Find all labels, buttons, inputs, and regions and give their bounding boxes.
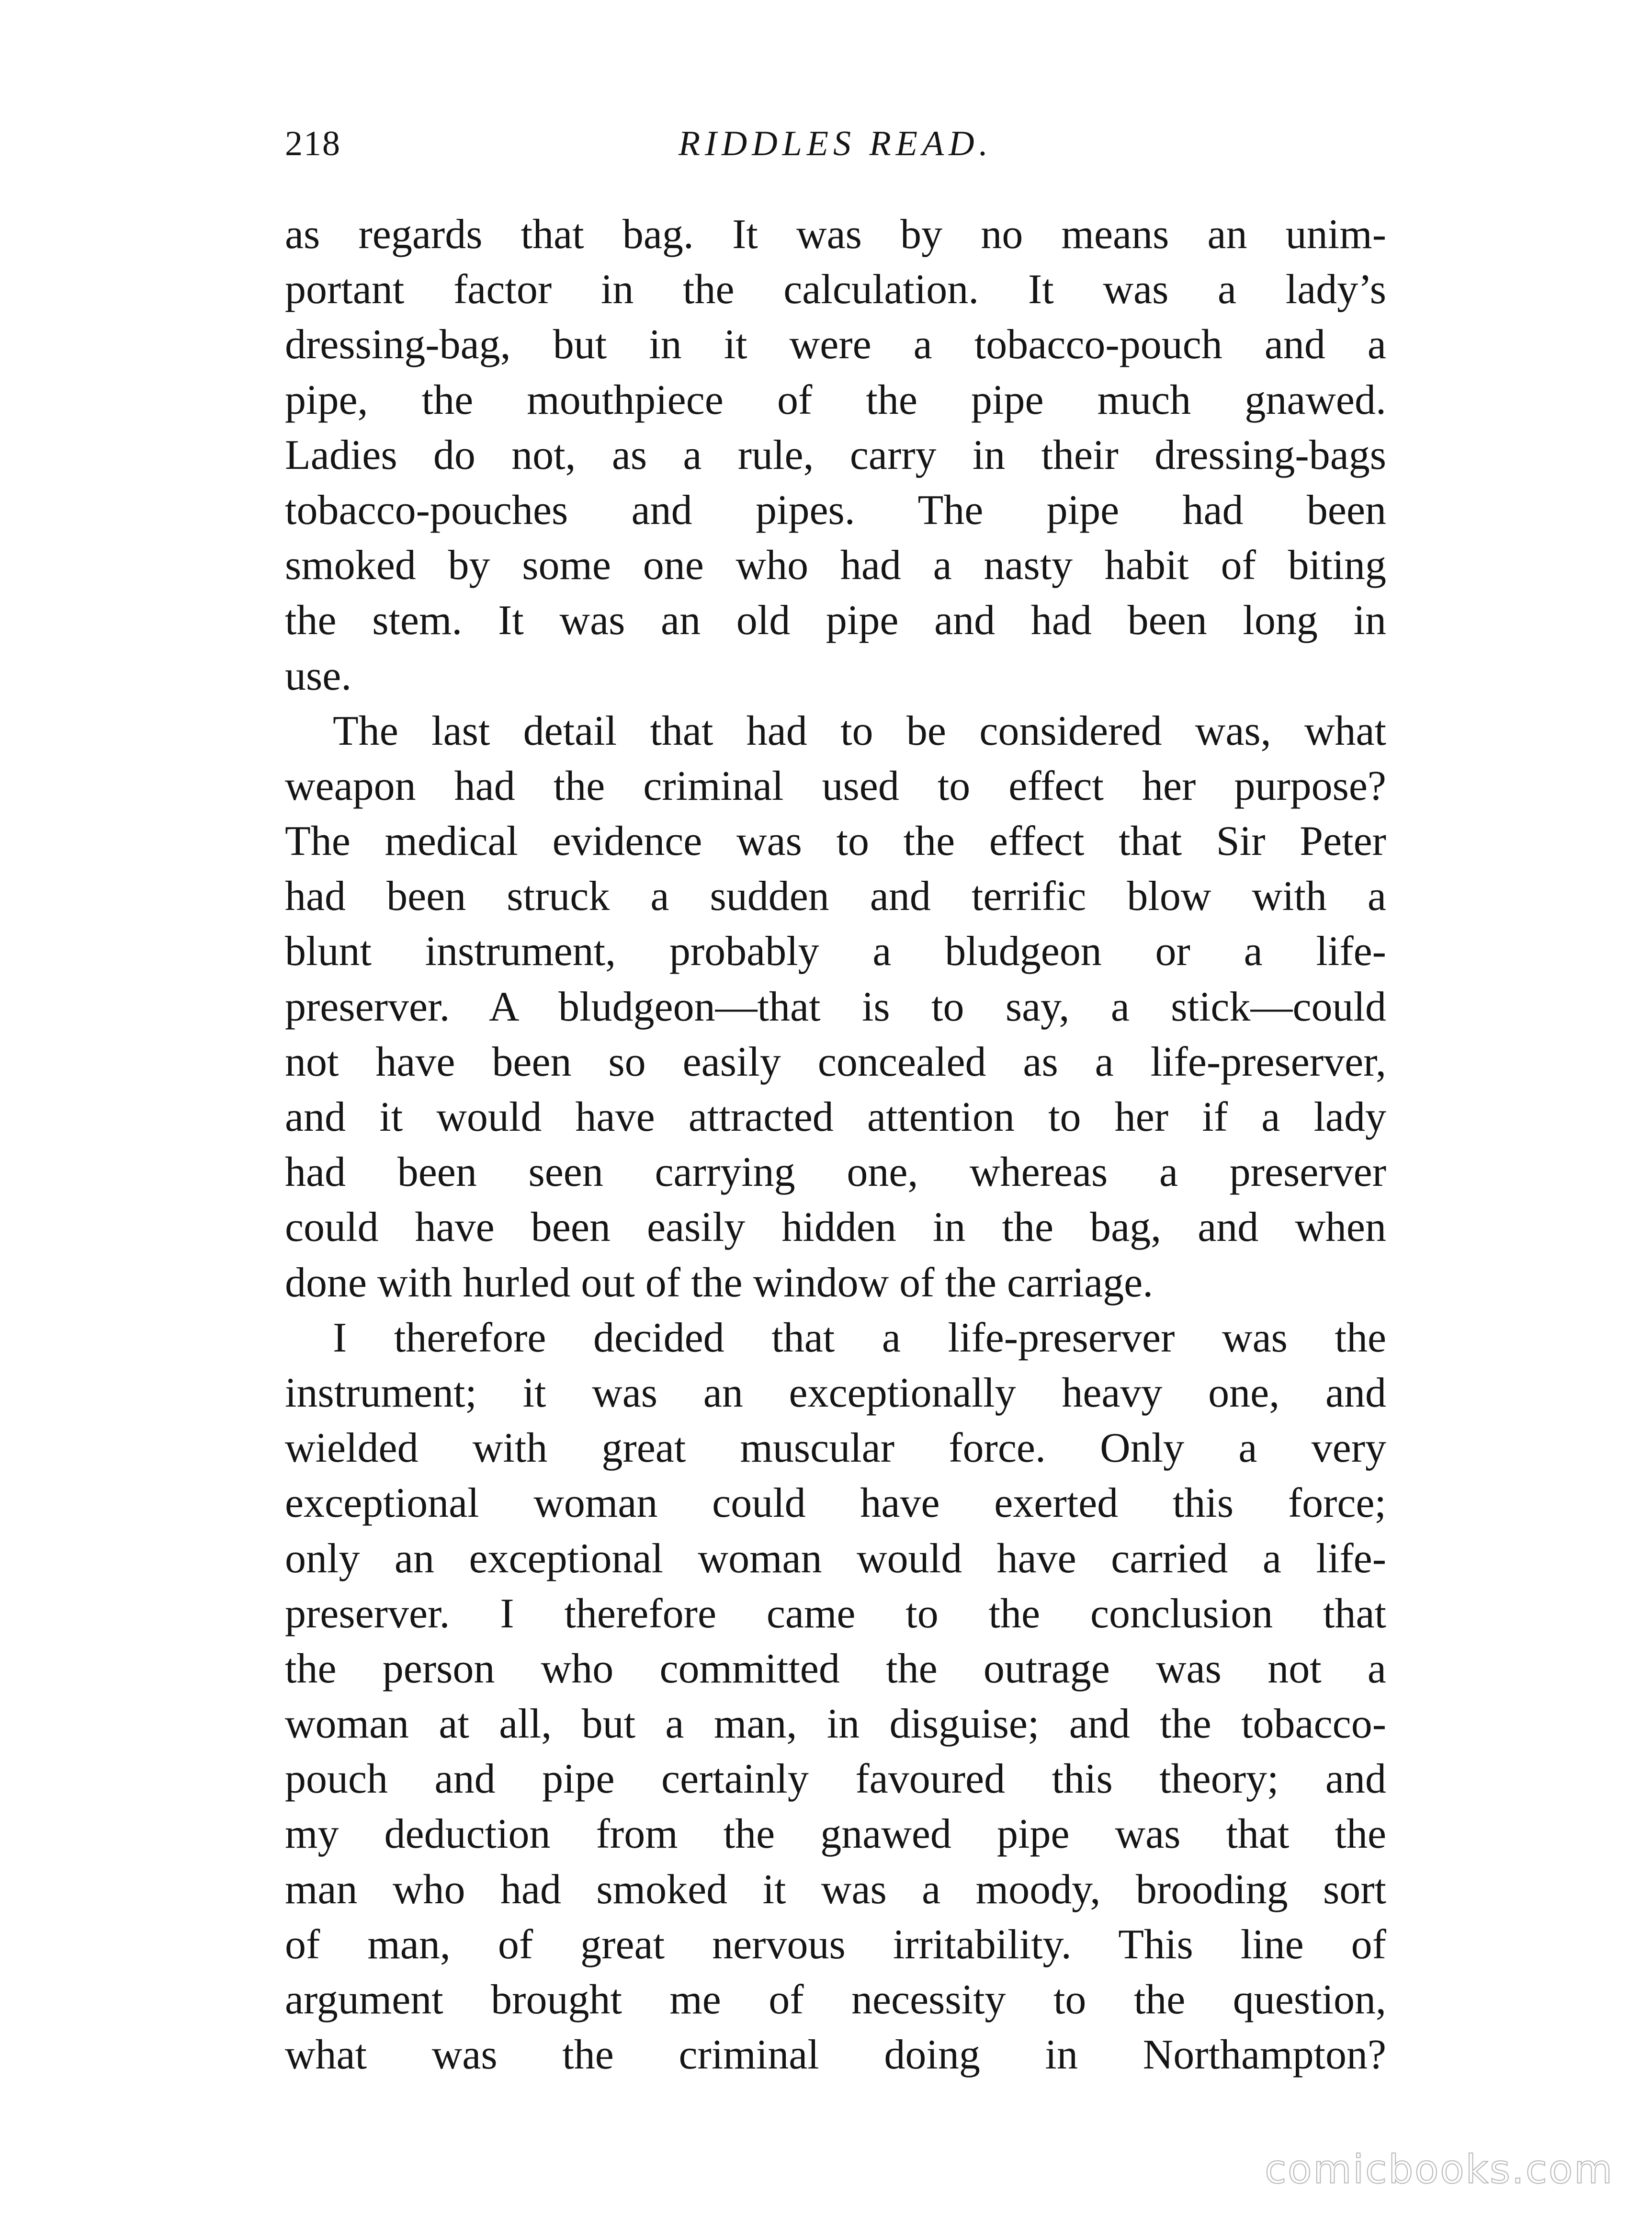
text-line: had been struck a sudden and terrific blow with a bbox=[285, 873, 1386, 920]
text-line: of man, of great nervous irritability. This line of bbox=[285, 1921, 1386, 1968]
text-line: Ladies do not, as a rule, carry in their dressing-bags bbox=[285, 432, 1386, 478]
text-line: man who had smoked it was a moody, brooding sort bbox=[285, 1866, 1386, 1913]
text-line: the stem. It was an old pipe and had been long in bbox=[285, 597, 1386, 644]
text-line: pipe, the mouthpiece of the pipe much gnawed. bbox=[285, 376, 1386, 423]
text-line: The last detail that had to be considered was, what bbox=[333, 707, 1386, 754]
text-line: and it would have attracted attention to her if a lady bbox=[285, 1094, 1386, 1140]
text-line: as regards that bag. It was by no means an unim- bbox=[285, 211, 1386, 258]
running-title: RIDDLES READ. bbox=[678, 124, 993, 163]
text-line: only an exceptional woman would have carried a life- bbox=[285, 1535, 1386, 1582]
text-line: instrument; it was an exceptionally heavy one, and bbox=[285, 1369, 1386, 1416]
text-line: weapon had the criminal used to effect her purpose? bbox=[285, 762, 1386, 809]
text-line: pouch and pipe certainly favoured this theory; and bbox=[285, 1756, 1386, 1803]
text-line: dressing-bag, but in it were a tobacco-pouch and a bbox=[285, 321, 1386, 368]
text-line: use. bbox=[285, 652, 352, 699]
page-number: 218 bbox=[285, 124, 341, 163]
text-line: woman at all, but a man, in disguise; and the tobacco- bbox=[285, 1701, 1386, 1748]
text-line: could have been easily hidden in the bag, and when bbox=[285, 1204, 1386, 1251]
text-line: had been seen carrying one, whereas a preserver bbox=[285, 1149, 1386, 1196]
text-line: argument brought me of necessity to the question, bbox=[285, 1977, 1386, 2023]
text-line: tobacco-pouches and pipes. The pipe had been bbox=[285, 487, 1386, 534]
text-line: preserver. I therefore came to the conclusion that bbox=[285, 1590, 1386, 1637]
text-line: done with hurled out of the window of the carriage. bbox=[285, 1259, 1154, 1306]
text-line: exceptional woman could have exerted this force; bbox=[285, 1480, 1386, 1527]
text-line: portant factor in the calculation. It was a lady’s bbox=[285, 266, 1386, 313]
text-line: wielded with great muscular force. Only a very bbox=[285, 1425, 1386, 1472]
text-line: what was the criminal doing in Northampton? bbox=[285, 2032, 1386, 2079]
text-line: I therefore decided that a life-preserver was the bbox=[333, 1314, 1386, 1361]
text-line: not have been so easily concealed as a life-preserver, bbox=[285, 1038, 1386, 1085]
text-line: my deduction from the gnawed pipe was that the bbox=[285, 1811, 1386, 1858]
watermark: comicbooks.com bbox=[1265, 2147, 1614, 2193]
text-line: blunt instrument, probably a bludgeon or a life- bbox=[285, 928, 1386, 975]
text-line: The medical evidence was to the effect that Sir Peter bbox=[285, 818, 1386, 865]
text-line: smoked by some one who had a nasty habit of biting bbox=[285, 542, 1386, 589]
running-head bbox=[285, 117, 1386, 170]
text-line: preserver. A bludgeon—that is to say, a stick—could bbox=[285, 983, 1386, 1030]
body-text bbox=[285, 207, 1386, 2082]
text-line: the person who committed the outrage was not a bbox=[285, 1645, 1386, 1692]
